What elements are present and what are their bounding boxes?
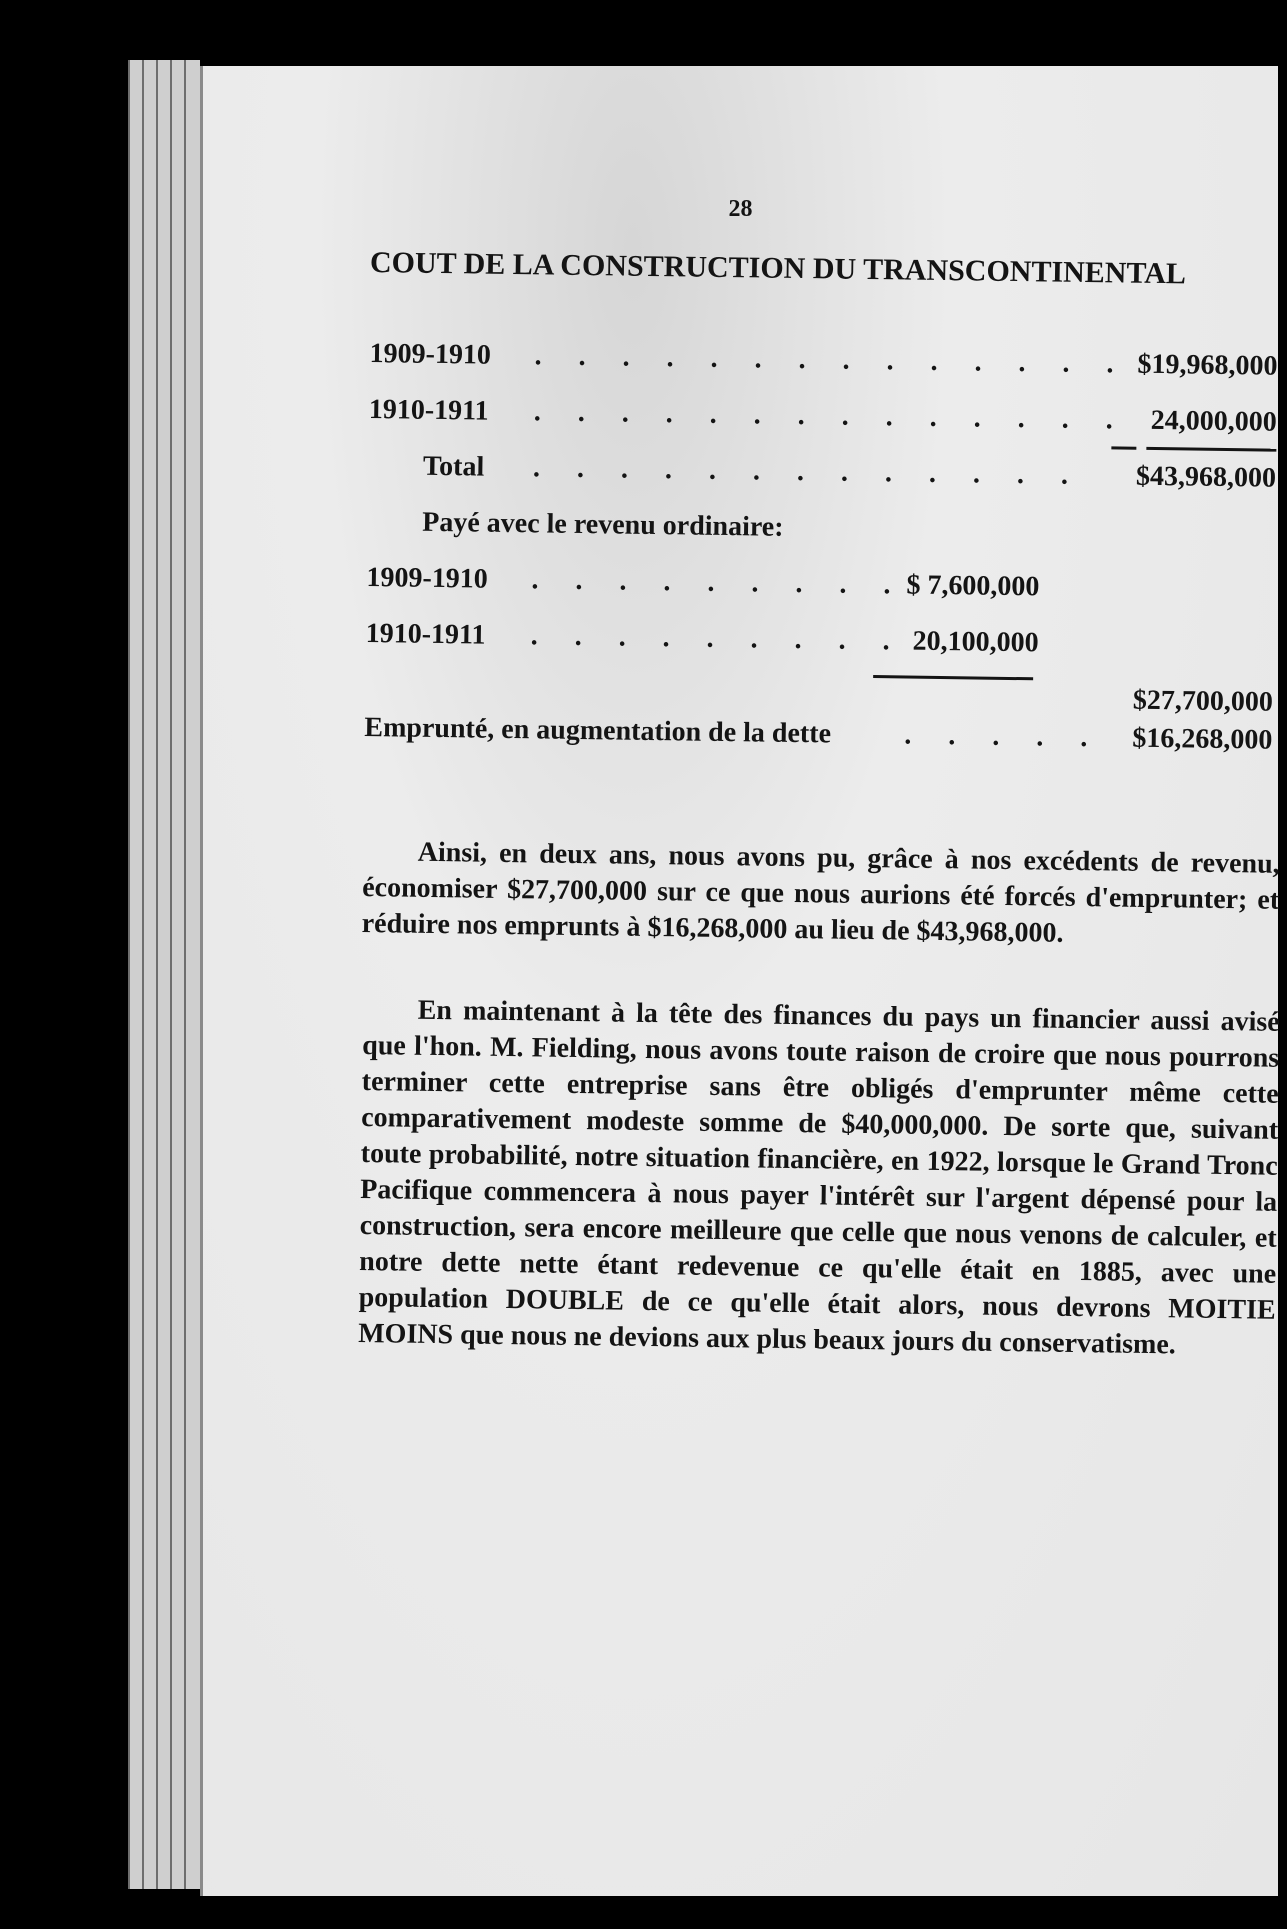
- ledger-paid-total-amount: $27,700,000: [1132, 684, 1274, 718]
- ledger-borrowed-label: Emprunté, en augmentation de la dette: [364, 711, 832, 750]
- ledger-row-label: 1910-1911: [368, 393, 489, 427]
- leader-dots: . . . . . . . . . . . . . .: [533, 396, 1128, 436]
- sum-rule: [1111, 446, 1136, 449]
- body-paragraph: Ainsi, en deux ans, nous avons pu, grâce à nos excédents de revenu, économiser $27,700,000 sur ce que nous aurions été forcés d'emprunter; et réduire nos emprunts à $16,268,000 au lieu de $43,968,000.: [361, 836, 1280, 949]
- ledger-row-amount: $19,968,000: [1137, 348, 1278, 382]
- ledger-row-amount: 20,100,000: [912, 625, 1039, 659]
- ledger-row-amount: 24,000,000: [1150, 404, 1277, 438]
- sum-rule: [873, 675, 1033, 680]
- page-edge: [184, 60, 200, 1889]
- leader-dots: . . . . .: [904, 719, 1103, 754]
- ledger-row-label: 1910-1911: [365, 617, 486, 651]
- ledger-row-amount: $ 7,600,000: [906, 569, 1040, 603]
- leader-dots: . . . . . . . . .: [531, 564, 906, 601]
- leader-dots: . . . . . . . . . . . . . .: [534, 340, 1129, 380]
- leader-dots: . . . . . . . . .: [530, 620, 905, 657]
- ledger-total-label: Total: [422, 450, 485, 483]
- ledger-borrowed-row: [364, 700, 1273, 769]
- scanned-page: [200, 66, 1278, 1896]
- page-number: 28: [728, 196, 753, 222]
- page-title: COUT DE LA CONSTRUCTION DU TRANSCONTINENTAL: [369, 246, 1187, 291]
- ledger-total-amount: $43,968,000: [1135, 460, 1277, 494]
- ledger-row-label: 1909-1910: [366, 561, 489, 595]
- leader-dots: . . . . . . . . . . . . .: [532, 452, 1084, 491]
- body-paragraph: En maintenant à la tête des finances du pays un financier aussi avisé que l'hon. M. Fielding, nous avons toute raison de croire que nous pourrons terminer cette entreprise sans être obligés d'emprunter même cette comparativement modeste somme de $40,000,000. De sorte que, suivant toute probabilité, notre situation financière, en 1922, lorsque le Grand Tronc Pacifique commencera à nous payer l'intérêt sur l'argent dépensé pour la construction, sera encore meilleure que celle que nous venons de calculer, et notre dette nette étant redevenue ce qu'elle était en 1885, avec une population DOUBLE de ce qu'elle était alors, nous devrons MOITIE MOINS que nous ne devions aux plus beaux jours du conservatisme.: [358, 994, 1280, 1361]
- ledger-row-label: 1909-1910: [369, 337, 492, 371]
- ledger-borrowed-amount: $16,268,000: [1132, 722, 1273, 756]
- ledger-subheading: Payé avec le revenu ordinaire:: [422, 506, 784, 543]
- cost-ledger: [364, 326, 1278, 769]
